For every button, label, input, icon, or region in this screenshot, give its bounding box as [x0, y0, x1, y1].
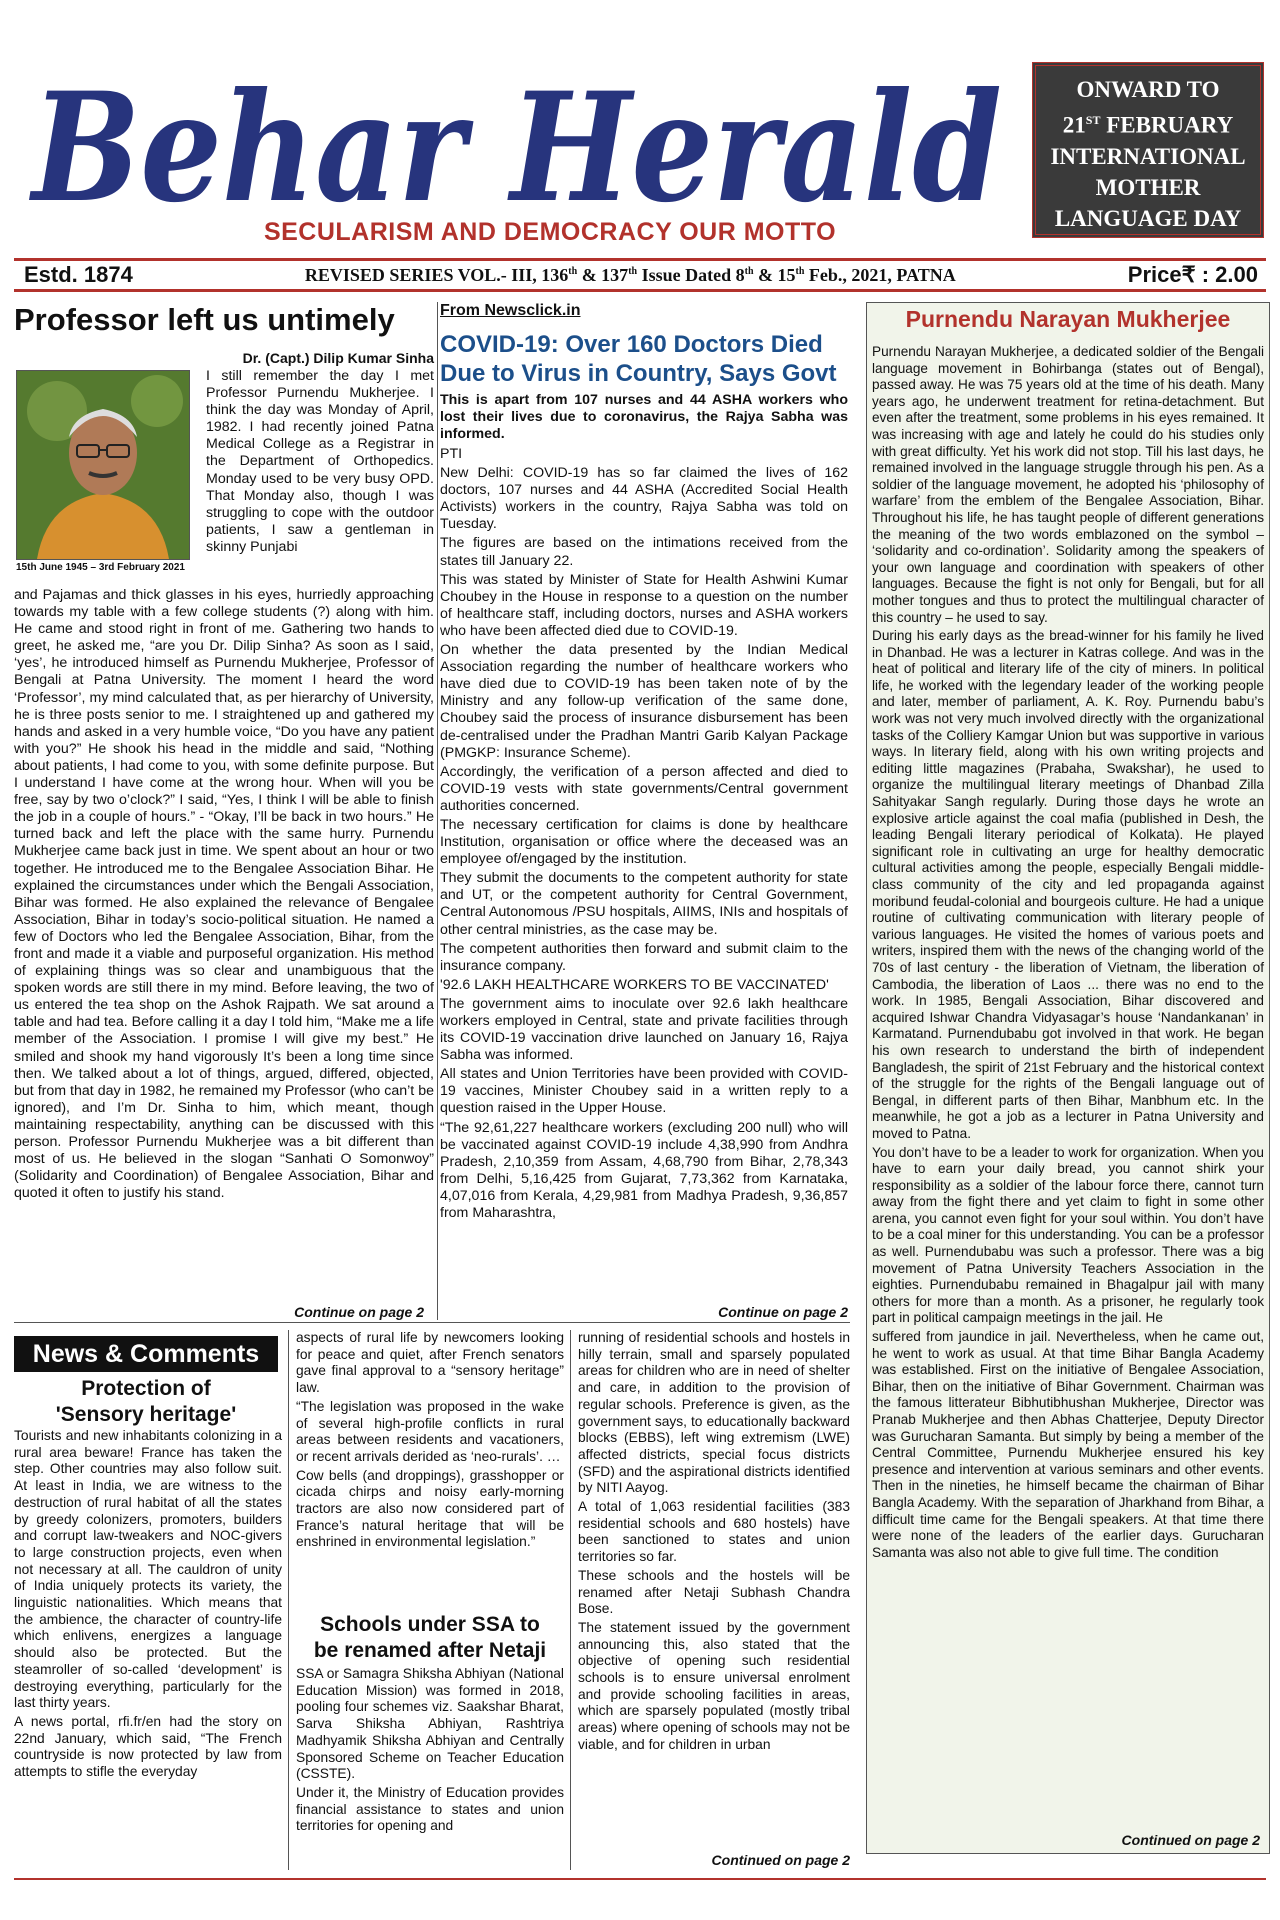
- issue-info-bar: [14, 258, 1266, 292]
- ssa-headline: [296, 1612, 564, 1664]
- purnendu-headline: Purnendu Narayan Mukherjee: [905, 306, 1231, 332]
- series-part: Feb., 2021, PATNA: [804, 264, 956, 285]
- paragraph: On whether the data presented by the Indian Medical Association regarding the number of healthcare workers who have died due to COVID-19 has been taken note of by the Ministry and any follow-up verification of the same done, Choubey said the process of insurance disbursement has been de-centralised under the Pradhan Mantri Garib Kalyan Package (PMGKP: Insurance Scheme).: [440, 642, 848, 761]
- paragraph: A news portal, rfi.fr/en had the story on 22nd January, which said, “The French countryside is now protected by law from attempts to stifle the everyday: [14, 1713, 282, 1780]
- paragraph: The statement issued by the government announcing this, also stated that the objective of opening such residential schools is to ensure universal enrolment and provide schooling facilities in areas, which are sparsely populated (mostly tribal areas) where opening of schools may not be viable, and for children in urban: [578, 1619, 850, 1752]
- covid-headline: COVID-19: Over 160 Doctors Died Due to Virus in Country, Says Govt: [440, 331, 837, 387]
- series-part: Issue Dated 8: [637, 264, 745, 285]
- purnendu-continue-note: Continued on page 2: [1121, 1832, 1260, 1848]
- paragraph: The competent authorities then forward and submit claim to the insurance company.: [440, 940, 848, 974]
- mother-box-month: FEBRUARY: [1100, 112, 1234, 138]
- paragraph: During his early days as the bread-winner for his family he lived in Dhanbad. He was a lecturer in Katras college. And was in the heat of political and literary life of the city of miners. In political life, he worked with the legendary leader of the working people and later, member of parliament, A. K. Roy. Purnendu babu’s work was not very much involved directly with the organizational tasks of the Colliery Kamgar Union but was supportive in various ways. In literary field, along with his own writing projects and editing little magazines (Prabaha, Swakshar), he used to organize the multilingual literary meetings of Dhanbad Zilla Sahityakar Sangh regularly. During those days he wrote an explosive article against the coal mafia (published in Desh, the leading Bengali literary periodical of Kolkata). He played significant role in cultivating an urge for healthy democratic cultural activities among the people, especially Bengali middle-class community of the city and led propaganda against moribund feudal-colonial and bourgeois culture. He had a unique routine of cultivating communication with literary people of various languages. He visited the homes of various poets and writers, inspired them with the news of the changing world of the 70s of last century - the liberation of Vietnam, the liberation of Cambodia, the liberation of Laos ... there was no end to the work. In 1985, Bengali Association, Bihar discovered and acquired Ishwar Chandra Vidyasagar’s house ‘Nandankanan’ in Karmatand. Purnendubabu got involved in that work. He began his own research to understand the birth of independent Bangladesh, the spirit of 21st February and the historical context of the struggle for the rights of the Bengali language out of Bengal, in different parts of then Bihar, Manbhum etc. In the meanwhile, he got a job as a lecturer in Patna University and moved to Patna.: [872, 628, 1264, 1141]
- page-bottom-rule: [14, 1878, 1266, 1880]
- mother-box-line: ONWARD TO: [1076, 77, 1220, 102]
- headline-line: Schools under SSA to: [320, 1613, 540, 1636]
- mother-box-line: [1036, 105, 1260, 141]
- column-divider: [570, 1330, 571, 1870]
- covid-continue-note: Continue on page 2: [718, 1304, 848, 1320]
- paragraph: A total of 1,063 residential facilities (383 residential schools and 680 hostels) have been sanctioned to states and union territories so far.: [578, 1499, 850, 1565]
- covid-article-body: [440, 446, 848, 1224]
- issue-series: [305, 265, 956, 286]
- mother-box-sup: ST: [1085, 113, 1101, 127]
- paragraph: Purnendu Narayan Mukherjee, a dedicated soldier of the Bengali language movement in Bohirbanga (states out of Bengal), passed away. He was 75 years old at the time of his death. Many years ago, he underwent treatment for retina-detachment. But even after the treatment, some problems in his eyes remained. It was increasing with age and lately he could do his studies only with great difficulty. Yet his work did not stop. Till his last days, he remained involved in the language struggle through his pen. As a soldier of the language movement, he adopted his ‘philosophy of warfare’ from the emblem of the Bengalee Association, Bihar. Throughout his life, he has taught people of different generations the meaning of the two words emblazoned on the symbol – ‘solidarity and co-ordination’. Solidarity among the speakers of your own language and coordination with speakers of other languages. Because the fight is not only for Bengali, but for all mother tongues and thus to protect the multilingual character of this country – he used to say.: [872, 344, 1264, 625]
- issue-price: Price₹ : 2.00: [1127, 262, 1258, 287]
- paragraph: The government aims to inoculate over 92.6 lakh healthcare workers employed in Central, state and private facilities through its COVID-19 vaccination drive launched on January 16, Rajya Sabha was informed.: [440, 995, 848, 1064]
- ssa-col2: [296, 1666, 564, 1837]
- professor-article-intro: [206, 368, 434, 558]
- paragraph: “The legislation was proposed in the wake of several high-profile conflicts in rural areas between residents and vacationers, or recent arrivals derided as ‘neo-rurals’. …: [296, 1398, 564, 1464]
- paragraph: '92.6 LAKH HEALTHCARE WORKERS TO BE VACCINATED': [440, 976, 829, 993]
- covid-subhead: This is apart from 107 nurses and 44 ASHA workers who lost their lives due to coronavirus, the Rajya Sabha was informed.: [440, 392, 848, 443]
- news-comments-label: News & Comments: [14, 1336, 278, 1372]
- paragraph: and Pajamas and thick glasses in his eyes, hurriedly approaching towards my table with a few college students (?) along with him. He came and stood right in front of me. Gathering two hands to greet, he asked me, “are you Dr. Dilip Sinha? As soon as I said, ‘yes’, he introduced himself as Purnendu Mukherjee, Professor of Bengali at Patna University. The moment I heard the word ‘Professor’, my mind calculated that, as per hierarchy of University, he is three posts senior to me. I straightened up and gathered my hands and asked in a very humble voice, “Do you have any patient with you?” He shook his head in the middle and said, “Nothing about patients, I had come to you, with some definite purpose. But I understand I have come at the wrong hour. When will you be free, say by two o’clock?” I said, “Yes, I think I will be able to finish the job in a couple of hours.” - “Okay, I’ll be back in two hours.” He turned back and left the place with the same hurry. Purnendu Mukherjee came back just in time. We spent about an hour or two together. He introduced me to the Bengalee Association Bihar. He explained the circumstances under which the Bengali Association, Bihar was formed. He also explained the relevance of Bengalee Association, Bihar in today’s socio-political situation. He named a few of Doctors who led the Bengalee Association, Bihar, from the front and made it a viable and purposeful organization. His method of explaining things was so clear and unambiguous that the spoken words are still there in my mind. Before leaving, the two of us entered the tea shop on the Ashok Rajpath. We sat around a table and had tea. Before calling it a day I told him, “Make me a life member of the Association. I promise I will give my best.” He smiled and shook my hand vigorously It’s been a long time since then. We talked about a lot of things, argued, differed, objected, but from that day in 1982, he remained my Professor (who can’t be ignored), and I’m Dr. Sinha to him, which meant, though maintaining respectability, anything can be discussed with this person. Professor Purnendu Mukherjee was a bit different than most of us. He believed in the slogan “Sanhati O Somonwoy” (Solidarity and Coordination) of Bengalee Association, Bihar and quoted it often to justify his stand.: [14, 587, 434, 1202]
- paragraph: The necessary certification for claims is done by healthcare Institution, organisation or office where the deceased was an employee of/engaged by the institution.: [440, 816, 848, 868]
- paragraph: PTI: [440, 446, 463, 462]
- mother-box-date: 21: [1062, 112, 1086, 138]
- headline-line: be renamed after Netaji: [313, 1639, 547, 1662]
- column-divider: [288, 1330, 289, 1870]
- mother-box-line: INTERNATIONAL: [1050, 143, 1246, 169]
- section-divider: [14, 1322, 850, 1323]
- paragraph: Accordingly, the verification of a person affected and died to COVID-19 vests with state governments/Central government authorities concerned.: [440, 763, 848, 814]
- series-sup: th: [568, 265, 578, 277]
- paragraph: Under it, the Ministry of Education provides financial assistance to states and union territories for opening and: [296, 1784, 564, 1834]
- series-part: REVISED SERIES VOL.- III, 136: [304, 264, 569, 285]
- photo-caption: 15th June 1945 – 3rd February 2021: [16, 562, 185, 573]
- professor-article-byline: Dr. (Capt.) Dilip Kumar Sinha: [242, 350, 434, 366]
- portrait-image: [17, 371, 189, 559]
- ssa-col3: [578, 1330, 850, 1756]
- mother-box-line: LANGUAGE DAY: [1054, 205, 1242, 231]
- purnendu-article-body: [872, 344, 1264, 1563]
- paragraph: SSA or Samagra Shiksha Abhiyan (National Education Mission) was formed in 2018, pooling four schemes viz. Saakshar Bharat, Sarva Shiksha Abhiyan, Rashtriya Madhyamik Shiksha Abhiyan and Centrally Sponsored Scheme on Teacher Education (CSSTE).: [296, 1666, 564, 1782]
- paragraph: aspects of rural life by newcomers looking for peace and quiet, after French senators gave final approval to a “sensory heritage” law.: [296, 1330, 564, 1396]
- headline-line: 'Sensory heritage': [55, 1403, 237, 1426]
- masthead-logo: [22, 40, 1012, 240]
- series-part: & 137: [577, 264, 629, 285]
- professor-continue-note: Continue on page 2: [294, 1304, 424, 1320]
- paragraph: Cow bells (and droppings), grasshopper or cicada chirps and noisy early-morning tractors are also now considered part of France’s natural heritage that will be enshrined in environmental legislation.”: [296, 1467, 564, 1550]
- paragraph: The figures are based on the intimations received from the states till January 22.: [440, 535, 848, 569]
- professor-article-body: [14, 587, 434, 1204]
- professor-article-headline: Professor left us untimely: [14, 302, 395, 337]
- paragraph: They submit the documents to the competent authority for state and UT, or the competent authority for Central Government, Central Autonomous /PSU hospitals, AIIMS, INIs and hospitals of other central ministries, as the case may be.: [440, 870, 848, 938]
- sensory-heritage-headline: [14, 1376, 278, 1428]
- mother-box-line: MOTHER: [1095, 174, 1201, 200]
- series-part: & 15: [753, 264, 796, 285]
- professor-photo: [16, 370, 190, 560]
- column-divider: [437, 302, 438, 1320]
- mother-language-day-box: [1032, 62, 1264, 238]
- paragraph: You don’t have to be a leader to work for organization. When you have to earn your daily bread, you cannot shirk your responsibility as a soldier of the labour force there, cannot turn away from the fight there and yet claim to fight in some other arena, you cannot even fight for your soul within. You don’t have to be a coal miner for this understanding. You can be a professor as well. Purnendubabu was such a professor. There was a big movement of Patna University Teachers Association in the eighties. Purnendubabu remained in Bhagalpur jail with many others for more than a month. As a prisoner, he regularly took part in political campaign meetings in the jail. He: [872, 1144, 1264, 1326]
- paragraph: These schools and the hostels will be renamed after Netaji Subhash Chandra Bose.: [578, 1567, 850, 1617]
- series-sup: th: [628, 265, 638, 277]
- masthead-motto: SECULARISM AND DEMOCRACY OUR MOTTO: [263, 218, 837, 246]
- paragraph: I still remember the day I met Professor Purnendu Mukherjee. I think the day was Monday of April, 1982. I had recently joined Patna Medical College as a Registrar in the Department of Orthopedics. Monday used to be very busy OPD. That Monday also, though I was struggling to cope with the outdoor patients, I saw a gentleman in skinny Punjabi: [206, 368, 434, 555]
- paragraph: running of residential schools and hostels in hilly terrain, small and sparsely populated areas for children who are in need of shelter and care, in addition to the provision of regular schools. Preference is given, as the government says, to educationally backward blocks (EBBS), left wing extremism (LWE) affected districts, special focus districts (SFD) and the aspirational districts identified by NITI Aayog.: [578, 1330, 850, 1496]
- paragraph: “The 92,61,227 healthcare workers (excluding 200 null) who will be vaccinated against COVID-19 include 4,38,990 from Andhra Pradesh, 2,10,359 from Assam, 4,68,790 from Bihar, 2,78,343 from Delhi, 5,16,425 from Gujarat, 7,73,362 from Karnataka, 4,07,016 from Kerala, 4,29,981 from Madhya Pradesh, 9,36,857 from Maharashtra,: [440, 1119, 848, 1222]
- ssa-continue-note: Continued on page 2: [711, 1852, 850, 1868]
- series-sup: th: [744, 265, 754, 277]
- headline-line: Protection of: [81, 1377, 211, 1400]
- paragraph: New Delhi: COVID-19 has so far claimed the lives of 162 doctors, 107 nurses and 44 ASHA (Accredited Social Health Activists) workers in the country, Rajya Sabha was told on Tuesday.: [440, 465, 848, 533]
- sensory-heritage-col2: [296, 1330, 564, 1553]
- masthead-title-text: Behar Herald: [28, 60, 1002, 236]
- covid-source: From Newsclick.in: [440, 302, 581, 319]
- paragraph: Tourists and new inhabitants colonizing in a rural area beware! France has taken the step. Other countries may also follow suit. At least in India, we are witness to the destruction of rural habitat of all the states by greedy colonizers, promoters, builders and corrupt law-tweakers and NOC-givers to large construction projects, even when not necessary at all. The cauldron of unity of India uniquely protects its variety, the linguistic nationalities. Which means that the ambience, the character of country-life which enlivens, energizes a language should also be protected. But the steamroller of so-called ‘development’ is destroying everything, particularly for the last thirty years.: [14, 1428, 282, 1711]
- paragraph: This was stated by Minister of State for Health Ashwini Kumar Choubey in the House in response to a question on the number of healthcare staff, including doctors, nurses and ASHA workers who have been affected died due to COVID-19.: [440, 571, 848, 639]
- sensory-heritage-col1: [14, 1428, 282, 1783]
- paragraph: All states and Union Territories have been provided with COVID-19 vaccines, Minister Choubey said in a written reply to a question raised in the Upper House.: [440, 1066, 848, 1117]
- series-sup: th: [795, 265, 805, 277]
- paragraph: suffered from jaundice in jail. Nevertheless, when he came out, he went to work as usual. At that time Bihar Bangla Academy was established. First on the initiative of Bengalee Association, Bihar, then on the initiative of Bihar Government. Chairman was the famous litterateur Bibhutibhushan Mukherjee, Director was Pranab Mukherjee and then Abhas Chatterjee, Deputy Director was Gurucharan Samanta. But simply by being a member of the Central Committee, Purnendu Mukherjee ensured his key presence and intervention at various seminars and other events. Then in the nineties, he himself became the chairman of Bihar Bangla Academy. With the separation of Jharkhand from Bihar, a difficult time came for the Bengali speakers. At that time there were none of the leaders of the earlier days. Gurucharan Samanta was also not able to give full time. The condition: [872, 1329, 1264, 1560]
- established-year: Estd. 1874: [24, 262, 133, 287]
